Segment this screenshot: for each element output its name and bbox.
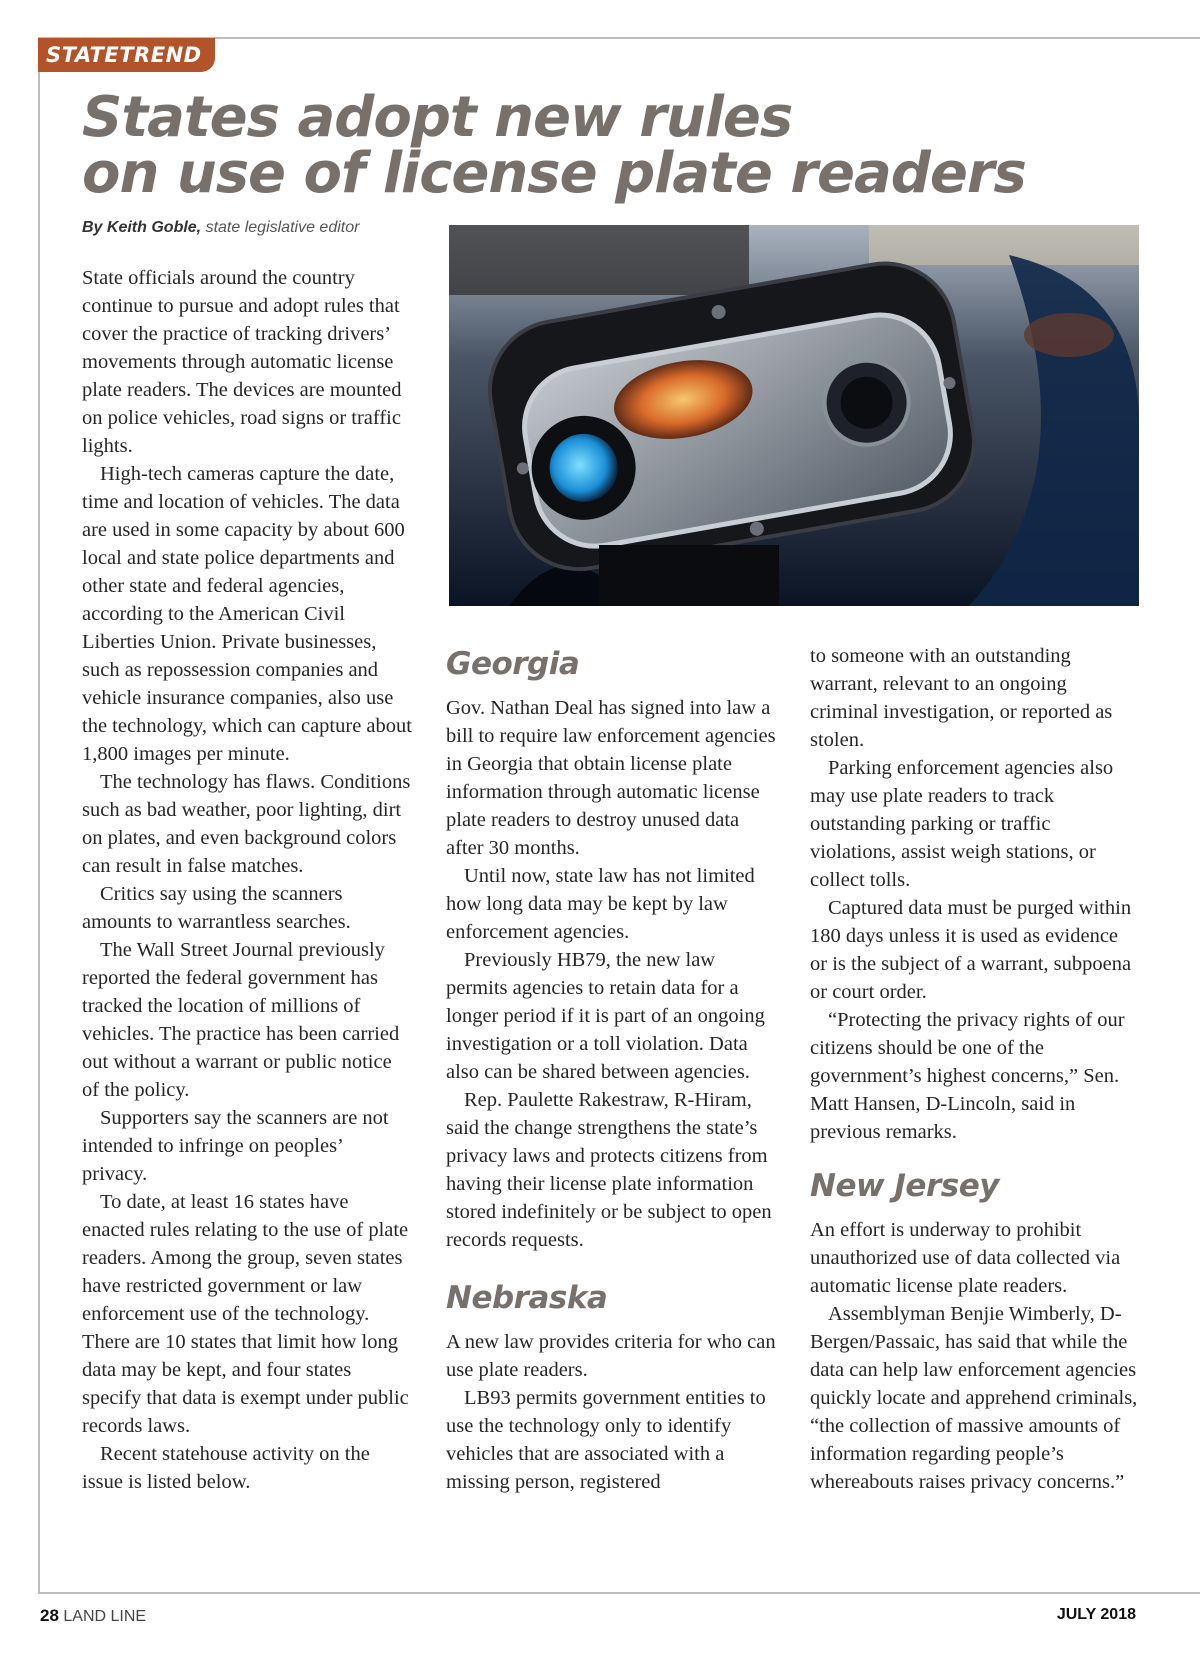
new-jersey-paragraph-1: An effort is underway to prohibit unauthorized use of data collected via automatic license plate readers. bbox=[810, 1219, 1121, 1297]
issue-date: JULY 2018 bbox=[1056, 1606, 1136, 1623]
title-line-1: States adopt new rules bbox=[82, 85, 793, 150]
intro-paragraph-6: Supporters say the scanners are not intended to infringe on peoples’ privacy. bbox=[82, 1107, 389, 1185]
intro-paragraph-8: Recent statehouse activity on the issue is listed below. bbox=[82, 1443, 370, 1493]
intro-paragraph-3: The technology has flaws. Conditions such as bad weather, poor lighting, dirt on plates, and even background colors can result in false matches. bbox=[82, 771, 411, 877]
nebraska-paragraph-1: A new law provides criteria for who can use plate readers. bbox=[446, 1331, 776, 1381]
nebraska-paragraph-2: LB93 permits government entities to use the technology only to identify vehicles that are associated with a missing person, registered bbox=[446, 1387, 766, 1493]
nebraska-continued-paragraph-2: Parking enforcement agencies also may use plate readers to track outstanding parking or traffic violations, assist weigh stations, or collect tolls. bbox=[810, 757, 1114, 891]
page-number: 28 bbox=[40, 1606, 59, 1625]
georgia-heading: Georgia bbox=[446, 646, 580, 682]
camera-illustration bbox=[449, 225, 1139, 606]
georgia-paragraph-4: Rep. Paulette Rakestraw, R-Hiram, said the change strengthens the state’s privacy laws and protects citizens from having their license plate information stored indefinitely or be subject to open records requests. bbox=[446, 1089, 772, 1251]
byline-role: state legislative editor bbox=[205, 219, 360, 236]
article-title bbox=[82, 85, 1082, 206]
byline bbox=[82, 219, 359, 237]
nebraska-continued-paragraph-3: Captured data must be purged within 180 days unless it is used as evidence or is the subject of a warrant, subpoena or court order. bbox=[810, 897, 1132, 1003]
nebraska-continued-paragraph-1: to someone with an outstanding warrant, relevant to an ongoing criminal investigation, or reported as stolen. bbox=[810, 645, 1113, 751]
intro-paragraph-7: To date, at least 16 states have enacted rules relating to the use of plate readers. Among the group, seven states have restricted government or law enforcement use of the technology. There are 10 states that limit how long data may be kept, and four states specify that data is exempt under public records laws. bbox=[82, 1191, 409, 1437]
title-line-2: on use of license plate readers bbox=[82, 141, 1026, 206]
page-footer-left bbox=[40, 1606, 146, 1626]
intro-paragraph-4: Critics say using the scanners amounts to warrantless searches. bbox=[82, 883, 351, 933]
intro-column bbox=[82, 264, 412, 1496]
georgia-paragraph-2: Until now, state law has not limited how long data may be kept by law enforcement agencies. bbox=[446, 865, 755, 943]
byline-author: By Keith Goble, bbox=[82, 219, 202, 236]
nebraska-heading: Nebraska bbox=[446, 1280, 608, 1316]
intro-paragraph-5: The Wall Street Journal previously reported the federal government has tracked the location of millions of vehicles. The practice has been carried out without a warrant or public notice of the policy. bbox=[82, 939, 400, 1101]
section-tab: STATETREND bbox=[38, 38, 215, 72]
bottom-rule bbox=[38, 1592, 1200, 1594]
intro-paragraph-1: State officials around the country continue to pursue and adopt rules that cover the practice of tracking drivers’ movements through automatic license plate readers. The devices are mounted on police vehicles, road signs or traffic lights. bbox=[82, 267, 402, 457]
left-rule bbox=[38, 37, 40, 1592]
license-plate-reader-photo bbox=[449, 225, 1139, 606]
publication-name: LAND LINE bbox=[63, 1608, 147, 1625]
new-jersey-heading: New Jersey bbox=[810, 1168, 999, 1204]
new-jersey-paragraph-2: Assemblyman Benjie Wimberly, D-Bergen/Passaic, has said that while the data can help law enforcement agencies quickly locate and apprehend criminals, “the collection of massive amounts of information regarding people’s whereabouts raises privacy concerns.” bbox=[810, 1303, 1138, 1493]
nebraska-continued-paragraph-4: “Protecting the privacy rights of our citizens should be one of the government’s highest concerns,” Sen. Matt Hansen, D-Lincoln, said in previous remarks. bbox=[810, 1009, 1125, 1143]
nebraska-newjersey-column bbox=[810, 642, 1140, 1496]
georgia-nebraska-column bbox=[446, 644, 776, 1496]
intro-paragraph-2: High-tech cameras capture the date, time and location of vehicles. The data are used in some capacity by about 600 local and state police departments and other state and federal agencies, according to the American Civil Liberties Union. Private businesses, such as repossession companies and vehicle insurance companies, also use the technology, which can capture about 1,800 images per minute. bbox=[82, 463, 412, 765]
georgia-paragraph-1: Gov. Nathan Deal has signed into law a bill to require law enforcement agencies in Georgia that obtain license plate information through automatic license plate readers to destroy unused data after 30 months. bbox=[446, 697, 776, 859]
georgia-paragraph-3: Previously HB79, the new law permits agencies to retain data for a longer period if it is part of an ongoing investigation or a toll violation. Data also can be shared between agencies. bbox=[446, 949, 765, 1083]
